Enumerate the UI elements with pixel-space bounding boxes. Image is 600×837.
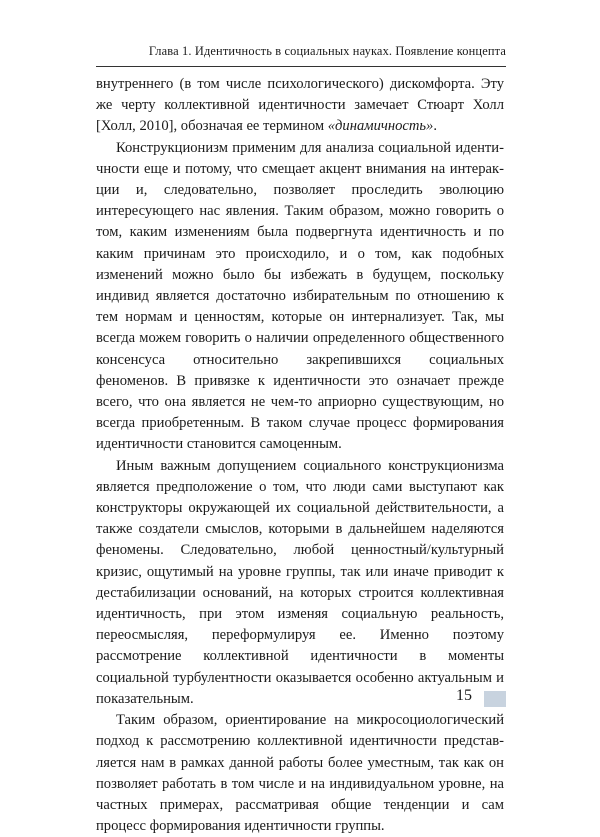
running-header: Глава 1. Идентичность в социальных науках. Появление концепта (148, 44, 506, 58)
paragraph-4: Таким образом, ориентирование на микросоциологический подход к рассмотрению коллективной идентичности представляется нам в рамках данной работы более уместным, так как он позволяет работать в том числе и на индивидуальном уровне, на частных примерах, рассматривая общие тенденции и сам процесс формирования идентичности группы. (96, 712, 504, 835)
page-number-tab (484, 691, 506, 707)
paragraph-1 (96, 74, 504, 138)
paragraph-3: Иным важным допущением социального конструкционизма является предположение о том, что люди сами выступают как конструкторы окружающей их социальной действительности, а также создатели смыслов, которыми в дальнейшем наделяются феномены. Следовательно, любой ценностный/культурный кризис, ощутимый на уровне группы, так или иначе приводит к дестабилизации оснований, на которых строится коллективная идентичность, при этом изменяя социальную реальность, переосмысляя, переформулируя ее. Именно поэтому рассмотрение коллективной идентичности в моменты социальной турбулентности оказывается особенно актуальным и показательным. (96, 457, 504, 707)
header-rule (96, 66, 506, 67)
paragraph-2: Конструкционизм применим для анализа социальной идентичности еще и потому, что смещает акцент внимания на интеракции и, следовательно, позволяет проследить эволюцию интересующего нас явления. Таким образом, можно говорить о том, каким изменениям была подвергнута идентичность и по каким причинам это происходило, и о том, как подобных изменений можно было бы избежать в будущем, поскольку индивид является достаточно избирательным по отношению к тем нормам и ценностям, которые он интернализует. Так, мы всегда можем говорить о наличии определенного общественного консенсуса относительно закрепившихся социальных феноменов. В привязке к идентичности это означает прежде всего, что она является не чем-то априорно существующим, но всегда приобретенным. В таком случае процесс формирования идентичности становится самоценным. (96, 139, 504, 453)
page-number: 15 (456, 687, 472, 704)
paragraph-1-end: . (433, 118, 437, 135)
term-dynamism: «динамичность» (327, 118, 434, 135)
body-text (96, 74, 504, 837)
paragraph-1-text: внутреннего (в том числе психологического) дискомфорта. Эту же черту коллективной идентичности замечает Стюарт Холл [Холл, 2010], обозначая ее термином (96, 76, 504, 135)
